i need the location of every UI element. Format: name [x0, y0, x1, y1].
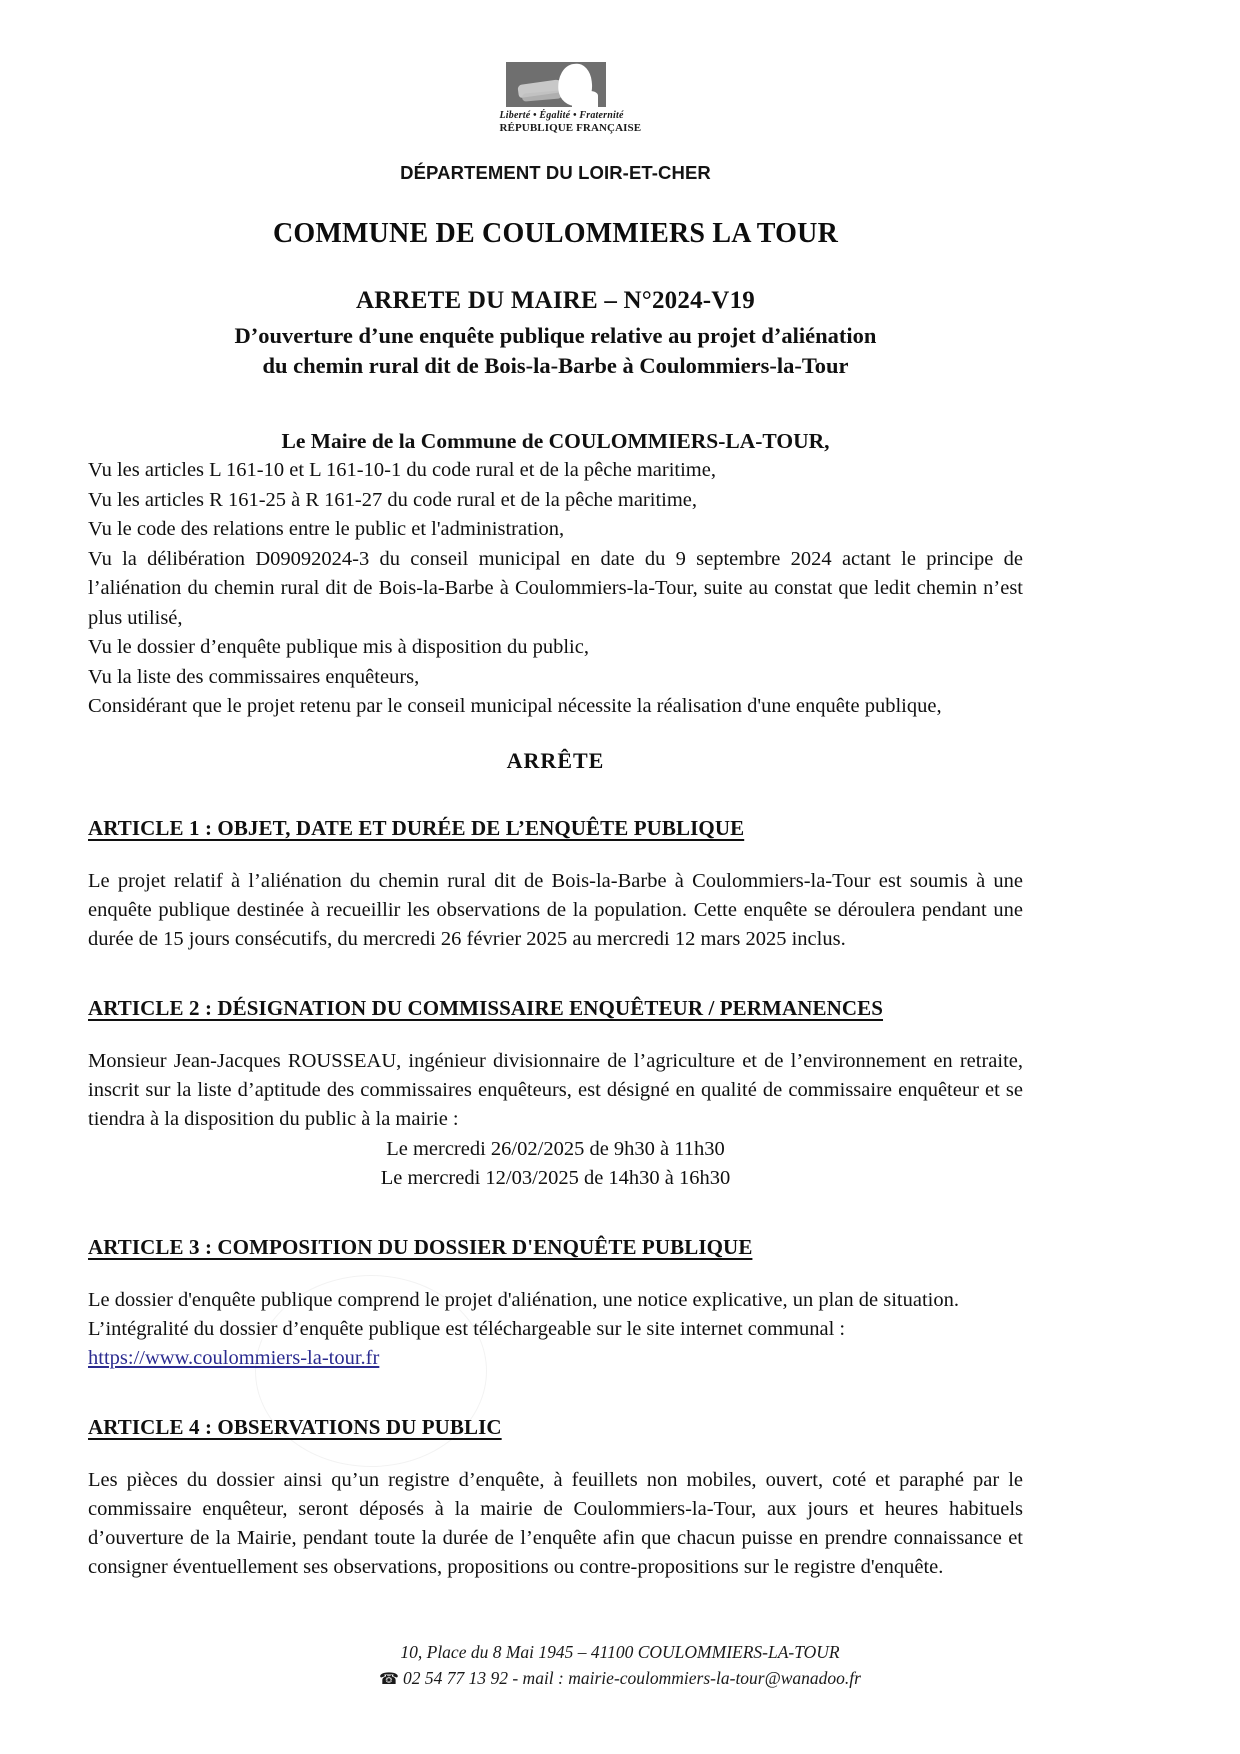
vu-item: Vu le code des relations entre le public et l'administration,: [88, 518, 565, 541]
article-3-body: [88, 1286, 1023, 1373]
page-footer: [0, 1639, 1240, 1692]
commune-website-link[interactable]: https://www.coulommiers-la-tour.fr: [88, 1347, 380, 1370]
republic-motto: Liberté • Égalité • Fraternité: [499, 110, 624, 121]
decree-subtitle: [88, 321, 1023, 381]
article-3-heading: ARTICLE 3 : COMPOSITION DU DOSSIER D'ENQUÊTE PUBLIQUE: [88, 1234, 753, 1259]
article-2-heading: ARTICLE 2 : DÉSIGNATION DU COMMISSAIRE ENQUÊTEUR / PERMANENCES: [88, 996, 884, 1021]
permanence-item: Le mercredi 12/03/2025 de 14h30 à 16h30: [380, 1166, 731, 1189]
permanence-item: Le mercredi 26/02/2025 de 9h30 à 11h30: [386, 1137, 725, 1160]
article-3-paragraph-1: Le dossier d'enquête publique comprend le projet d'aliénation, une notice explicative, un plan de situation.: [88, 1288, 959, 1311]
republic-name: RÉPUBLIQUE FRANÇAISE: [499, 122, 642, 134]
arrete-keyword: ARRÊTE: [506, 747, 605, 773]
commune-title: COMMUNE DE COULOMMIERS LA TOUR: [272, 218, 838, 249]
article-1-heading: ARTICLE 1 : OBJET, DATE ET DURÉE DE L’ENQUÊTE PUBLIQUE: [88, 815, 745, 840]
decree-number: ARRETE DU MAIRE – N°2024-V19: [356, 287, 755, 314]
article-4-body: [88, 1466, 1023, 1582]
mayor-line: Le Maire de la Commune de COULOMMIERS-LA-TOUR,: [281, 429, 830, 454]
republic-emblem-block: [88, 0, 1023, 136]
decree-subtitle-line-2: du chemin rural dit de Bois-la-Barbe à Coulommiers-la-Tour: [262, 353, 849, 379]
article-2-body: [88, 1047, 1023, 1193]
footer-contact-line: [0, 1665, 1240, 1692]
marianne-icon: [506, 62, 606, 107]
vu-item: Vu le dossier d’enquête publique mis à disposition du public,: [88, 636, 589, 659]
vu-item: Vu les articles L 161-10 et L 161-10-1 du code rural et de la pêche maritime,: [88, 459, 716, 482]
footer-address: 10, Place du 8 Mai 1945 – 41100 COULOMMIERS-LA-TOUR: [400, 1641, 840, 1662]
article-1-paragraph: Le projet relatif à l’aliénation du chemin rural dit de Bois-la-Barbe à Coulommiers-la-Tour est soumis à une enquête publique destinée à recueillir les observations de la population. Cette enquête se déroulera pendant une durée de 15 jours consécutifs, du mercredi 26 février 2025 au mercredi 12 mars 2025 inclus.: [88, 869, 1023, 951]
vu-deliberation: Vu la délibération D09092024-3 du conseil municipal en date du 9 septembre 2024 actant le principe de l’aliénation du chemin rural dit de Bois-la-Barbe à Coulommiers-la-Tour, suite au constat que ledit chemin n’est plus utilisé,: [88, 547, 1023, 629]
article-4-heading: ARTICLE 4 : OBSERVATIONS DU PUBLIC: [88, 1415, 502, 1440]
article-3-paragraph-2: L’intégralité du dossier d’enquête publique est téléchargeable sur le site internet communal :: [88, 1317, 846, 1340]
document-content: [88, 0, 1023, 1583]
article-4-paragraph: Les pièces du dossier ainsi qu’un registre d’enquête, à feuillets non mobiles, ouvert, coté et paraphé par le commissaire enquêteur, seront déposés à la mairie de Coulommiers-la-Tour, aux jours et heures habituels d’ouverture de la Mairie, pendant toute la durée de l’enquête afin que chacun puisse en prendre connaissance et consigner éventuellement ses observations, propositions ou contre-propositions sur le registre d'enquête.: [88, 1469, 1023, 1579]
vu-item: Vu les articles R 161-25 à R 161-27 du code rural et de la pêche maritime,: [88, 488, 698, 511]
footer-contact: 02 54 77 13 92 - mail : mairie-coulommiers-la-tour@wanadoo.fr: [402, 1668, 861, 1688]
phone-icon: ☎: [379, 1671, 399, 1688]
french-republic-emblem: [499, 62, 642, 134]
decree-subtitle-line-1: D’ouverture d’une enquête publique relative au projet d’aliénation: [234, 323, 877, 348]
article-1-body: [88, 867, 1023, 954]
vu-item: Vu la liste des commissaires enquêteurs,: [88, 665, 420, 688]
preamble-vu-block: [88, 456, 1023, 722]
article-2-paragraph: Monsieur Jean-Jacques ROUSSEAU, ingénieur divisionnaire de l’agriculture et de l’environnement en retraite, inscrit sur la liste d’aptitude des commissaires enquêteurs, est désigné en qualité de commissaire enquêteur et se tiendra à la disposition du public à la mairie :: [88, 1050, 1023, 1131]
department-title: DÉPARTEMENT DU LOIR-ET-CHER: [400, 162, 711, 183]
considerant-line: Considérant que le projet retenu par le conseil municipal nécessite la réalisation d'une enquête publique,: [88, 695, 942, 718]
